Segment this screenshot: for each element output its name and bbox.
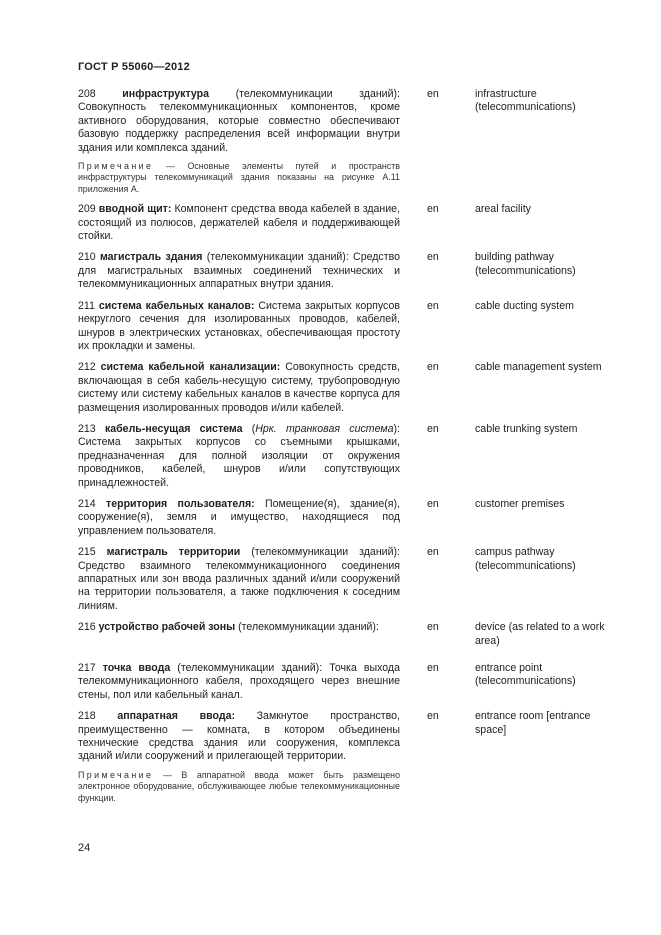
term-number: 209	[78, 203, 96, 216]
term-number: 212	[78, 361, 96, 374]
definition-text: ): Система закрытых корпусов со съемными крышками, предназначенная для полной изоляции от окружения проводников, кабелей, шнуров и/или сопутствующих принадлежностей.	[78, 422, 400, 489]
term-number: 217	[78, 662, 96, 675]
term-entry-212	[78, 361, 618, 415]
term-entry-210	[78, 251, 618, 291]
english-term: cable management system	[475, 361, 602, 374]
term-definition	[78, 662, 400, 702]
term-name: система кабельной канализации:	[100, 361, 281, 374]
english-term: infrastructure (telecommunications)	[475, 88, 576, 114]
term-definition	[78, 621, 400, 648]
page-number: 24	[78, 842, 91, 854]
language-code: en	[427, 203, 439, 216]
english-term: cable ducting system	[475, 299, 574, 312]
english-term: building pathway (telecommunications)	[475, 251, 576, 277]
note-text: — Основные элементы путей и пространств инфраструктуры телекоммуникаций здания показаны на рисунке А.11 приложения А.	[78, 161, 400, 194]
term-name: система кабельных каналов:	[98, 299, 255, 312]
language-code: en	[427, 546, 439, 559]
term-name: магистраль здания	[99, 251, 203, 264]
term-entry-208	[78, 88, 618, 195]
term-entry-217	[78, 662, 618, 702]
note-label: Примечание	[78, 161, 154, 172]
term-number: 218	[78, 710, 96, 723]
term-name: аппаратная ввода:	[117, 710, 235, 723]
term-name: кабель-несущая система	[104, 422, 243, 435]
term-number: 208	[78, 88, 96, 100]
deprecated-term: Нрк. транковая система	[255, 422, 394, 435]
definition-text: (телекоммуникации зданий): Средство взаимного телекоммуникационного соединения аппаратных или зон ввода различных зданий и/или сооружений на территории пользователя, а также подключения к соседним линиям.	[78, 546, 400, 612]
term-number: 211	[78, 299, 95, 312]
language-code: en	[427, 710, 439, 723]
note	[78, 161, 400, 195]
language-code: en	[427, 299, 439, 312]
term-list	[78, 88, 618, 812]
term-entry-209	[78, 203, 618, 243]
english-term: entrance point (telecommunications)	[475, 662, 576, 688]
term-definition	[78, 300, 400, 354]
term-entry-215	[78, 546, 618, 613]
note-label: Примечание	[78, 769, 154, 780]
definition-text: Система закрытых корпусов некруглого сечения для изолированных проводов, кабелей, шнуров в электрических установках, обеспечивающая простоту их прокладки и замены.	[78, 299, 400, 352]
term-definition	[78, 498, 400, 538]
english-term: device (as related to a work area)	[475, 621, 605, 647]
definition-text: Совокупность средств, включающая в себя кабель-несущую систему, трубопроводную систему или систему кабельных каналов в качестве корпуса для размещения изолированных проводов и/или кабелей.	[78, 361, 400, 414]
document-header: ГОСТ Р 55060—2012	[78, 61, 190, 73]
note-text: — В аппаратной ввода может быть размещено электронное оборудование, обслуживающее любые телекоммуникационные функции.	[78, 769, 400, 803]
term-definition	[78, 710, 400, 804]
definition-text: (телекоммуникации зданий):	[235, 621, 379, 634]
definition-text: Компонент средства ввода кабелей в здание, состоящий из полюсов, держателей кабеля и поддерживающей стойки.	[78, 203, 400, 243]
term-definition	[78, 251, 400, 291]
term-definition	[78, 361, 400, 415]
english-term: campus pathway (telecommunications)	[475, 546, 576, 572]
term-number: 210	[78, 251, 96, 264]
paren-open: (	[242, 422, 256, 435]
term-number: 215	[78, 546, 96, 559]
english-term: customer premises	[475, 497, 565, 510]
language-code: en	[427, 662, 439, 675]
term-definition	[78, 203, 400, 243]
term-definition	[78, 423, 400, 490]
term-definition	[78, 88, 400, 195]
term-name: инфраструктура	[122, 88, 210, 100]
term-number: 213	[78, 422, 96, 435]
term-number: 216	[78, 621, 96, 634]
language-code: en	[427, 251, 439, 264]
term-entry-218	[78, 710, 618, 804]
term-name: территория пользователя:	[106, 497, 255, 510]
english-term: cable trunking system	[475, 422, 578, 435]
definition-text: (телекоммуникации зданий): Средство для магистральных взаимных соединений технических и телекоммуникационных аппаратных внутри здания.	[78, 251, 400, 291]
definition-text: (телекоммуникации зданий): Совокупность телекоммуникационных компонентов, кроме активного оборудования, которые совместно обеспечивают базовую поддержку распределения всей информации внутри здания или комплекса зданий.	[78, 88, 400, 154]
definition-text: (телекоммуникации зданий): Точка выхода телекоммуникационного кабеля, проходящего через внешние стены, пол или кабельный канал.	[78, 662, 400, 701]
term-name: точка ввода	[102, 662, 171, 675]
definition-text: Замкнутое пространство, преимущественно — комната, в котором объединены технические средства здания или сооружения, комплекса зданий и/или сооружений и прилегающей территории.	[78, 710, 400, 763]
term-name: магистраль территории	[106, 546, 241, 559]
english-term: entrance room [entrance space]	[475, 710, 591, 736]
term-entry-213	[78, 423, 618, 490]
language-code: en	[427, 88, 439, 100]
term-entry-216	[78, 621, 618, 648]
term-number: 214	[78, 497, 96, 510]
language-code: en	[427, 422, 439, 435]
definition-text: Помещение(я), здание(я), сооружение(я), земля и имущество, находящиеся под управлением пользователя.	[78, 497, 400, 537]
language-code: en	[427, 621, 439, 634]
language-code: en	[427, 361, 439, 374]
term-entry-211	[78, 300, 618, 354]
note	[78, 770, 400, 804]
term-name: устройство рабочей зоны	[98, 621, 236, 634]
english-term: areal facility	[475, 203, 531, 216]
term-definition	[78, 546, 400, 613]
term-name: вводной щит:	[98, 203, 172, 216]
term-entry-214	[78, 498, 618, 538]
language-code: en	[427, 497, 439, 510]
